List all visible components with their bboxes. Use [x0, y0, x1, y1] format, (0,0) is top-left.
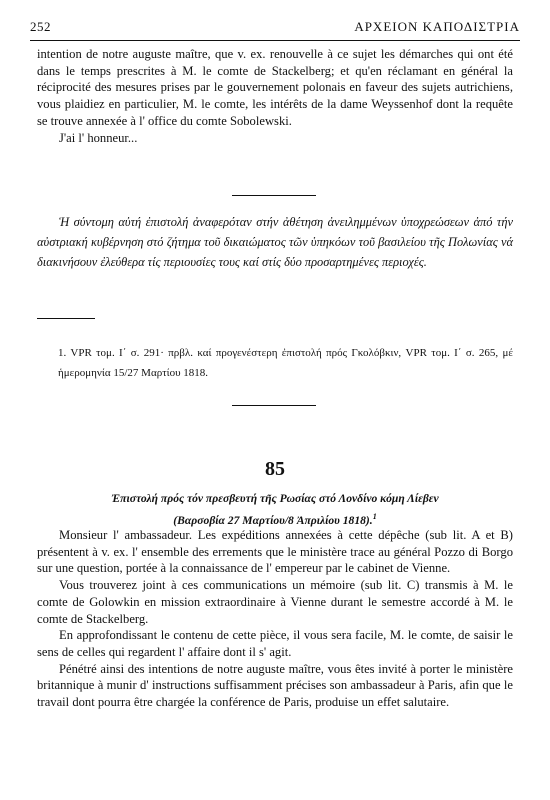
letter-closing: J'ai l' honneur...: [59, 130, 138, 145]
running-title: ΑΡΧΕΙΟΝ ΚΑΠΟΔΙΣΤΡΙΑ: [354, 19, 520, 34]
greek-summary: [37, 212, 513, 272]
running-header: [30, 18, 520, 41]
heading-line-1: Ἐπιστολή πρός τόν πρεσβευτή τῆς Ρωσίας στό Λονδίνο κόμη Λίεβεν: [111, 492, 439, 505]
footnote-text: 1. VPR τομ. Ι΄ σ. 291· πρβλ. καί προγενέστερη ἐπιστολή πρός Γκολόβκιν, VPR τομ. Ι΄ σ. 265, μέ ἡμερομηνία 15/27 Μαρτίου 1818.: [58, 347, 513, 379]
footnote-rule: [37, 318, 95, 319]
section-divider: [232, 195, 316, 196]
heading-note-marker: 1: [372, 512, 377, 521]
summary-text: Ἡ σύντομη αὐτή ἐπιστολή ἀναφερόταν στήν ἀθέτηση ἀνειλημμένων ὑποχρεώσεων ἀπό τήν αὐστριακή κυβέρνηση στό ζήτημα τοῦ δικαιώματος τῶν ὑπηκόων τοῦ βασιλείου τῆς Πολωνίας νά διακινήσουν ἐλεύθερα τίς περιουσίες τους καί στίς δύο προσαρτημένες περιοχές.: [37, 215, 513, 269]
body-paragraph: Monsieur l' ambassadeur. Les expéditions annexées à cette dépêche (sub lit. A et B) présentent à v. ex. l' ensemble des errements que le ministère trace au général Pozzo di Borgo sur une question, portée à la connaissance de l' empereur par le cabinet de Vienne.: [37, 528, 513, 576]
document-divider: [232, 405, 316, 406]
page-number: 252: [30, 19, 51, 34]
document-heading: [70, 490, 480, 530]
document-body: [37, 527, 513, 711]
footnote: [58, 343, 513, 383]
body-paragraph: Pénétré ainsi des intentions de notre auguste maître, vous êtes invité à porter le ministère britannique à munir d' instructions suffisamment précises son ambassadeur à Paris, afin que le travail dont pourra être chargée la conférence de Paris, produise un effet salutaire.: [37, 661, 513, 710]
body-paragraph: Vous trouverez joint à ces communications un mémoire (sub lit. C) transmis à M. le comte de Golowkin en mission extraordinaire à Vienne durant le semestre accordé à M. le comte de Stackelberg.: [37, 578, 513, 626]
document-number: 85: [265, 458, 285, 480]
heading-date: (Βαρσοβία 27 Μαρτίου/8 Ἀπριλίου 1818).: [173, 513, 373, 527]
letter-paragraph: intention de notre auguste maître, que v. ex. renouvelle à ce sujet les démarches qui ont été dans le temps prescrites à M. le comte de Stackelberg; et qu'en réclamant en général la réciprocité des mesures prises par le gouvernement polonais en faveur des sujets autrichiens, vous plaidiez en particulier, M. le comte, les intérêts de la dame Weyssenhof dont la requête se trouve annexée à l' office du comte Sobolewski.: [37, 47, 513, 128]
continued-letter: [37, 46, 513, 146]
body-paragraph: En approfondissant le contenu de cette pièce, il vous sera facile, M. le comte, de saisir le sens de celles qui regardent l' affaire dont il s' agit.: [37, 628, 513, 659]
